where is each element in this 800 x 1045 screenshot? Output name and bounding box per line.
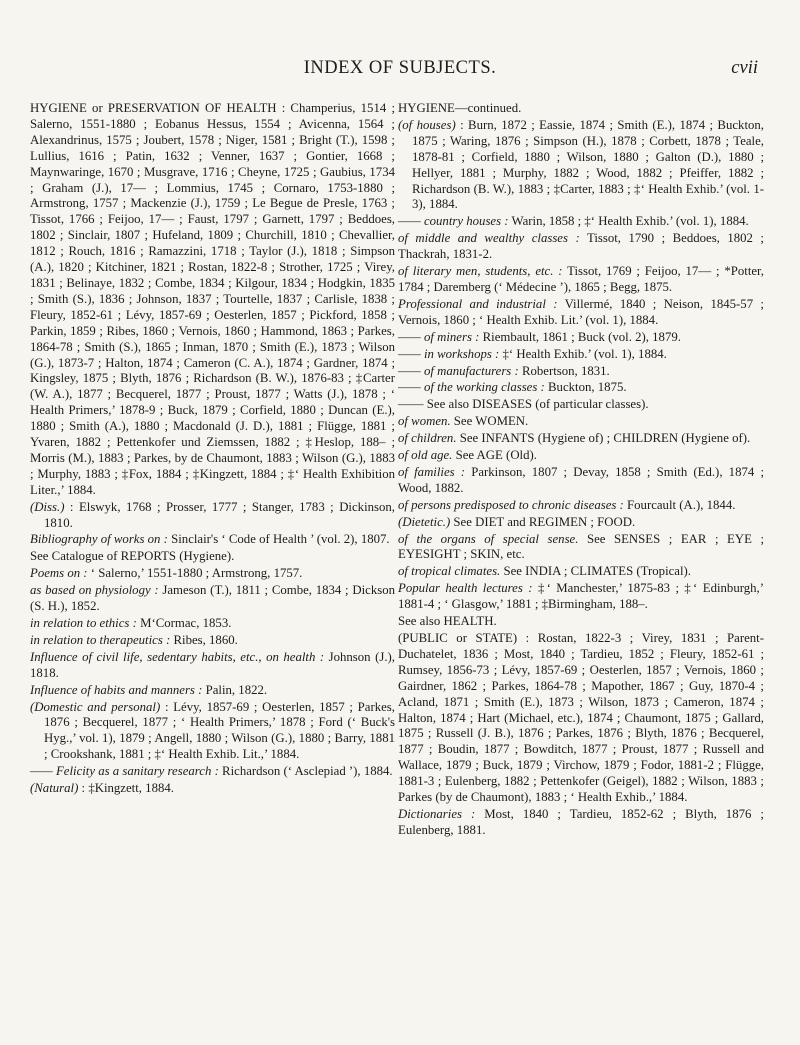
- index-subentry: Influence of civil life, sedentary habits, etc., on health : Johnson (J.), 1818.: [30, 649, 395, 680]
- index-subentry: (Domestic and personal) : Lévy, 1857-69 ; Oesterlen, 1857 ; Parkes, 1876 ; Becquerel, 1877 ; ‘ Health Primers,’ 1878 ; Ford (‘ Buck's Hyg.,’ vol. 1), 1879 ; Angell, 1880 ; Wilson (G.), 1880 ; Barry, 1881 ; Crookshank, 1881 ; ‡‘ Health Exhib. Lit.,’ 1884.: [30, 699, 395, 762]
- index-subentry: —— country houses : Warin, 1858 ; ‡‘ Health Exhib.’ (vol. 1), 1884.: [398, 214, 749, 229]
- right-column: [398, 101, 764, 840]
- index-subentry: (Diss.) : Elswyk, 1768 ; Prosser, 1777 ; Stanger, 1783 ; Dickinson, 1810.: [30, 499, 395, 530]
- index-subentry: of tropical climates. See INDIA ; CLIMATES (Tropical).: [398, 564, 692, 579]
- index-subentry: of old age. See AGE (Old).: [398, 448, 537, 463]
- index-subentry: Poems on : ‘ Salerno,’ 1551-1880 ; Armstrong, 1757.: [30, 566, 303, 581]
- index-subentry: —— of miners : Riembault, 1861 ; Buck (vol. 2), 1879.: [398, 329, 681, 344]
- index-subentry: —— Felicity as a sanitary research : Richardson (‘ Asclepiad ’), 1884.: [30, 764, 393, 779]
- index-subentry: —— in workshops : ‡‘ Health Exhib.’ (vol. 1), 1884.: [398, 346, 667, 361]
- index-subentry: Dictionaries : Most, 1840 ; Tardieu, 1852-62 ; Blyth, 1876 ; Eulenberg, 1881.: [398, 806, 764, 837]
- index-subentry: (Natural) : ‡Kingzett, 1884.: [30, 781, 174, 796]
- index-subentry: of literary men, students, etc. : Tissot, 1769 ; Feijoo, 17— ; *Potter, 1784 ; Daremberg (‘ Médecine ’), 1865 ; Begg, 1875.: [398, 264, 764, 294]
- index-subentry: Popular health lectures : ‡‘ Manchester,’ 1875-83 ; ‡‘ Edinburgh,’ 1881-4 ; ‘ Glasgow,’ 1881 ; ‡Birmingham, 188–.: [398, 581, 765, 612]
- page-number: cvii: [731, 58, 758, 78]
- index-see-also: —— See also DISEASES (of particular classes).: [398, 397, 649, 412]
- index-subentry: of families : Parkinson, 1807 ; Devay, 1858 ; Smith (Ed.), 1874 ; Wood, 1882.: [398, 464, 764, 495]
- index-subentry: in relation to therapeutics : Ribes, 1860.: [30, 632, 238, 647]
- left-column: [30, 101, 395, 798]
- index-subentry: Professional and industrial : Villermé, 1840 ; Neison, 1845-57 ; Vernois, 1860 ; ‘ Health Exhib. Lit.’ (vol. 1), 1884.: [398, 296, 764, 327]
- index-subentry-public: (PUBLIC or STATE) : Rostan, 1822-3 ; Virey, 1831 ; Parent-Duchatelet, 1836 ; Most, 1840 ; Tardieu, 1852 ; Fleury, 1852-61 ; Rumsey, 1856-73 ; Lévy, 1857-69 ; Oesterlen, 1857 ; Vernois, 1860 ; Gairdner, 1862 ; Parkes, 1864-78 ; Mapother, 1867 ; Guy, 1870-4 ; Acland, 1871 ; Smith (E.), 1873 ; Wilson, 1873 ; Cameron, 1874 ; Halton, 1874 ; Hart (Michael, etc.), 1874 ; Chaumont, 1875 ; Gallard, 1875 ; Russell (J. B.), 1876 ; Parkes, 1876 ; Blyth, 1876 ; Becquerel, 1877 ; Boudin, 1877 ; Bowditch, 1877 ; Proust, 1877 ; Russell and Wallace, 1879 ; Buck, 1879 ; Virchow, 1879 ; Fodor, 1881-2 ; Flügge, 1881-3 ; Eulenberg, 1882 ; Pettenkofer (Geigel), 1882 ; Wilson, 1883 ; Parkes (by de Chaumont), 1883 ; ‘ Health Exhib.,’ 1884.: [398, 631, 764, 805]
- index-subentry: of the organs of special sense. See SENSES ; EAR ; EYE ; EYESIGHT ; SKIN, etc.: [398, 531, 765, 562]
- index-subentry: of children. See INFANTS (Hygiene of) ; CHILDREN (Hygiene of).: [398, 431, 751, 446]
- index-subentry: Bibliography of works on : Sinclair's ‘ Code of Health ’ (vol. 2), 1807.: [30, 532, 390, 547]
- page-header: [0, 58, 800, 80]
- index-entry-continued: HYGIENE—continued.: [398, 101, 522, 115]
- index-subentry: of women. See WOMEN.: [398, 414, 529, 429]
- index-see-also: See also HEALTH.: [398, 614, 497, 629]
- index-subentry: of persons predisposed to chronic diseases : Fourcault (A.), 1844.: [398, 497, 736, 512]
- index-entry-hygiene: HYGIENE or PRESERVATION OF HEALTH : Champerius, 1514 ; Salerno, 1551-1880 ; Eobanus Hessus, 1554 ; Avicenna, 1564 ; Alexandrinus, 1575 ; Joubert, 1578 ; Niger, 1581 ; Bright (T.), 1598 ; Lullius, 1616 ; Patin, 1632 ; Venner, 1637 ; Gontier, 1668 ; Maynwaringe, 1670 ; Musgrave, 1716 ; Cheyne, 1725 ; Gaubius, 1734 ; Graham (J.), 17— ; Lommius, 1745 ; Cornaro, 1753-1880 ; Armstrong, 1757 ; Mackenzie (J.), 1759 ; Le Begue de Presle, 1763 ; Tissot, 1766 ; Feijoo, 17— ; Faust, 1797 ; Garnett, 1797 ; Beddoes, 1802 ; Sinclair, 1807 ; Hufeland, 1809 ; Churchill, 1810 ; Chevallier, 1812 ; Rouch, 1816 ; Ramazzini, 1718 ; Taylor (J.), 1818 ; Simpson (A.), 1820 ; Kitchiner, 1821 ; Rostan, 1822-8 ; Strother, 1725 ; Virey, 1831 ; Belinaye, 1832 ; Combe, 1834 ; Kilgour, 1834 ; Hodgkin, 1835 ; Smith (S.), 1836 ; Johnson, 1837 ; Tourtelle, 1837 ; Carlisle, 1838 ; Fleury, 1852-61 ; Lévy, 1857-69 ; Oesterlen, 1857 ; Pickford, 1858 ; Parkin, 1859 ; Ribes, 1860 ; Vernois, 1860 ; Hammond, 1863 ; Parkes, 1864-78 ; Smith (S.), 1865 ; Inman, 1870 ; Smith (E.), 1873 ; Wilson (G.), 1873-7 ; Halton, 1874 ; Cameron (C. A.), 1874 ; Gardner, 1874 ; Kingsley, 1875 ; Blyth, 1876 ; Richardson (B. W.), 1876-83 ; ‡Carter (W. A.), 1877 ; Becquerel, 1877 ; Proust, 1877 ; Watts (J.), 1878 ; ‘ Health Primers,’ 1878-9 ; Buck, 1879 ; Corfield, 1880 ; Duncan (E.), 1880 ; Smith (A.), 1880 ; Macdonald (J. D.), 1881 ; Flügge, 1881 ; Yvaren, 1882 ; Pettenkofer und Ziemssen, 1882 ; ‡Heslop, 188– ; Morris (M.), 1883 ; Parkes, by de Chaumont, 1883 ; Wilson (G.), 1883 ; Murphy, 1883 ; ‡Fox, 1884 ; ‡Kingzett, 1884 ; ‡‘ Health Exhibition Liter.,’ 1884.: [30, 101, 395, 497]
- index-see-also: See Catalogue of REPORTS (Hygiene).: [30, 549, 235, 564]
- index-subentry: Influence of habits and manners : Palin, 1822.: [30, 682, 268, 697]
- index-subentry: —— of manufacturers : Robertson, 1831.: [398, 363, 610, 378]
- index-subentry: of middle and wealthy classes : Tissot, 1790 ; Beddoes, 1802 ; Thackrah, 1831-2.: [398, 231, 764, 262]
- index-subentry: —— of the working classes : Buckton, 1875.: [398, 380, 627, 395]
- index-subentry: (of houses) : Burn, 1872 ; Eassie, 1874 ; Smith (E.), 1874 ; Buckton, 1875 ; Waring, 1876 ; Simpson (H.), 1878 ; Corbett, 1878 ; Teale, 1878-81 ; Corfield, 1880 ; Wilson, 1880 ; Galton (D.), 1880 ; Hellyer, 1881 ; Murphy, 1882 ; Wood, 1882 ; Pfeiffer, 1882 ; Richardson (B. W.), 1883 ; ‡Carter, 1883 ; ‡‘ Health Exhib.’ (vol. 1-3), 1884.: [398, 117, 765, 212]
- index-subentry: in relation to ethics : M‘Cormac, 1853.: [30, 616, 232, 630]
- index-subentry: as based on physiology : Jameson (T.), 1811 ; Combe, 1834 ; Dickson (S. H.), 1852.: [30, 583, 395, 614]
- running-title: INDEX OF SUBJECTS.: [303, 58, 497, 78]
- index-subentry: (Dietetic.) See DIET and REGIMEN ; FOOD.: [398, 514, 636, 529]
